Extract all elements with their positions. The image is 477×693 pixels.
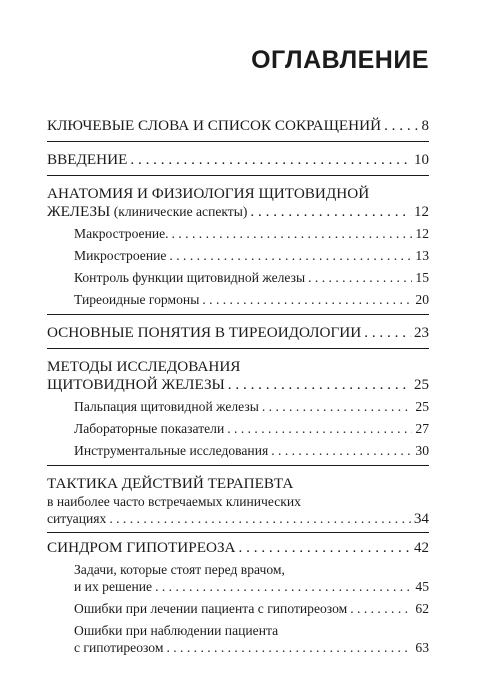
dot-leader: [227, 420, 412, 437]
page-number: 63: [415, 640, 429, 655]
toc-subentry-treatment-errors[interactable]: [74, 600, 429, 617]
page-title: ОГЛАВЛЕНИЕ: [251, 46, 429, 74]
toc-subentry-observation-errors[interactable]: [74, 622, 429, 656]
toc-entry-title: МЕТОДЫ ИССЛЕДОВАНИЯ: [47, 358, 241, 375]
dot-leader: [250, 203, 411, 221]
toc-entry-anatomy[interactable]: [47, 185, 429, 221]
dot-leader: [262, 398, 413, 415]
toc-subentry-tasks[interactable]: [74, 561, 429, 595]
toc-entry-title: Ошибки при наблюдении пациента: [74, 623, 279, 638]
dot-leader: [172, 225, 413, 242]
toc-section-introduction[interactable]: [47, 151, 429, 176]
toc-entry-title: Тиреоидные гормоны: [74, 292, 200, 307]
toc-entry-title: Ошибки при лечении пациента с гипотиреозом: [74, 601, 348, 616]
toc-entry-title: АНАТОМИЯ И ФИЗИОЛОГИЯ ЩИТОВИДНОЙ: [47, 185, 370, 202]
toc-subentry-palpation[interactable]: [74, 398, 429, 415]
page-number: 13: [415, 248, 429, 263]
page-number: 42: [414, 540, 429, 556]
table-of-contents: [47, 117, 429, 671]
toc-entry-title: Лабораторные показатели: [74, 421, 225, 436]
page-number: 25: [414, 377, 429, 393]
page-number: 10: [414, 152, 429, 168]
toc-entry-title: Контроль функции щитовидной железы: [74, 270, 306, 285]
toc-entry-title: ЖЕЛЕЗЫ (клинические аспекты): [47, 203, 248, 220]
toc-entry-title: Задачи, которые стоят перед врачом,: [74, 562, 285, 577]
sub-entries: [47, 561, 429, 656]
toc-entry-title: ТАКТИКА ДЕЙСТВИЙ ТЕРАПЕВТА: [47, 475, 294, 492]
toc-entry-hypothyroidism[interactable]: [47, 539, 429, 557]
toc-entry-description: в наиболее часто встречаемых клинических: [47, 494, 301, 509]
toc-section-basic-concepts[interactable]: [47, 324, 429, 349]
toc-section-tactics[interactable]: [47, 475, 429, 533]
toc-entry-methods[interactable]: [47, 358, 429, 394]
toc-entry-title: Микростроение: [74, 248, 167, 263]
page-number: 30: [415, 443, 429, 458]
page-number: 62: [415, 601, 429, 616]
toc-entry-title: ВВЕДЕНИЕ: [47, 151, 128, 168]
toc-entry-title: ОСНОВНЫЕ ПОНЯТИЯ В ТИРЕОИДОЛОГИИ: [47, 324, 362, 341]
toc-entry-title: Инструментальные исследования: [74, 443, 269, 458]
page-number: 15: [415, 270, 429, 285]
sub-entries: [47, 398, 429, 459]
toc-entry-title: и их решение: [74, 579, 153, 594]
toc-entry-title: КЛЮЧЕВЫЕ СЛОВА И СПИСОК СОКРАЩЕНИЙ: [47, 117, 382, 134]
dot-leader: [308, 269, 412, 286]
dot-leader: [384, 117, 418, 135]
dot-leader: [109, 510, 410, 527]
toc-entry-suffix: (клинические аспекты): [110, 204, 248, 219]
toc-subentry-instrumental[interactable]: [74, 442, 429, 459]
page-number: 45: [415, 579, 429, 594]
toc-subentry-microstructure[interactable]: [74, 247, 429, 264]
toc-entry-title: СИНДРОМ ГИПОТИРЕОЗА: [47, 539, 236, 556]
toc-subentry-macrostructure[interactable]: [74, 225, 429, 242]
toc-entry-title: ЩИТОВИДНОЙ ЖЕЛЕЗЫ: [47, 376, 225, 393]
toc-entry-title: Пальпация щитовидной железы: [74, 399, 259, 414]
page-number: 20: [415, 292, 429, 307]
toc-section-anatomy: [47, 185, 429, 315]
page-number: 27: [415, 421, 429, 436]
dot-leader: [130, 151, 411, 169]
dot-leader: [169, 247, 412, 264]
toc-subentry-thyroid-control[interactable]: [74, 269, 429, 286]
sub-entries: [47, 225, 429, 308]
dot-leader: [166, 639, 412, 656]
dot-leader: [350, 600, 412, 617]
dot-leader: [202, 291, 412, 308]
page-number: 12: [414, 204, 429, 220]
dot-leader: [155, 578, 412, 595]
toc-section-methods: [47, 358, 429, 466]
page-number: 34: [413, 510, 429, 527]
toc-entry-title: с гипотиреозом: [74, 640, 164, 655]
page-number: 23: [414, 325, 429, 341]
toc-section-hypothyroidism: [47, 539, 429, 662]
page-number: 25: [415, 399, 429, 414]
dot-leader: [228, 376, 411, 394]
toc-subentry-lab-tests[interactable]: [74, 420, 429, 437]
toc-subentry-thyroid-hormones[interactable]: [74, 291, 429, 308]
dot-leader: [364, 324, 411, 342]
dot-leader: [239, 539, 411, 557]
toc-section-keywords[interactable]: [47, 117, 429, 142]
page-number: 8: [421, 118, 429, 134]
toc-entry-title: Макростроение.: [74, 226, 169, 241]
page-number: 12: [415, 226, 429, 241]
toc-entry-description: ситуациях: [47, 511, 107, 526]
dot-leader: [271, 442, 412, 459]
